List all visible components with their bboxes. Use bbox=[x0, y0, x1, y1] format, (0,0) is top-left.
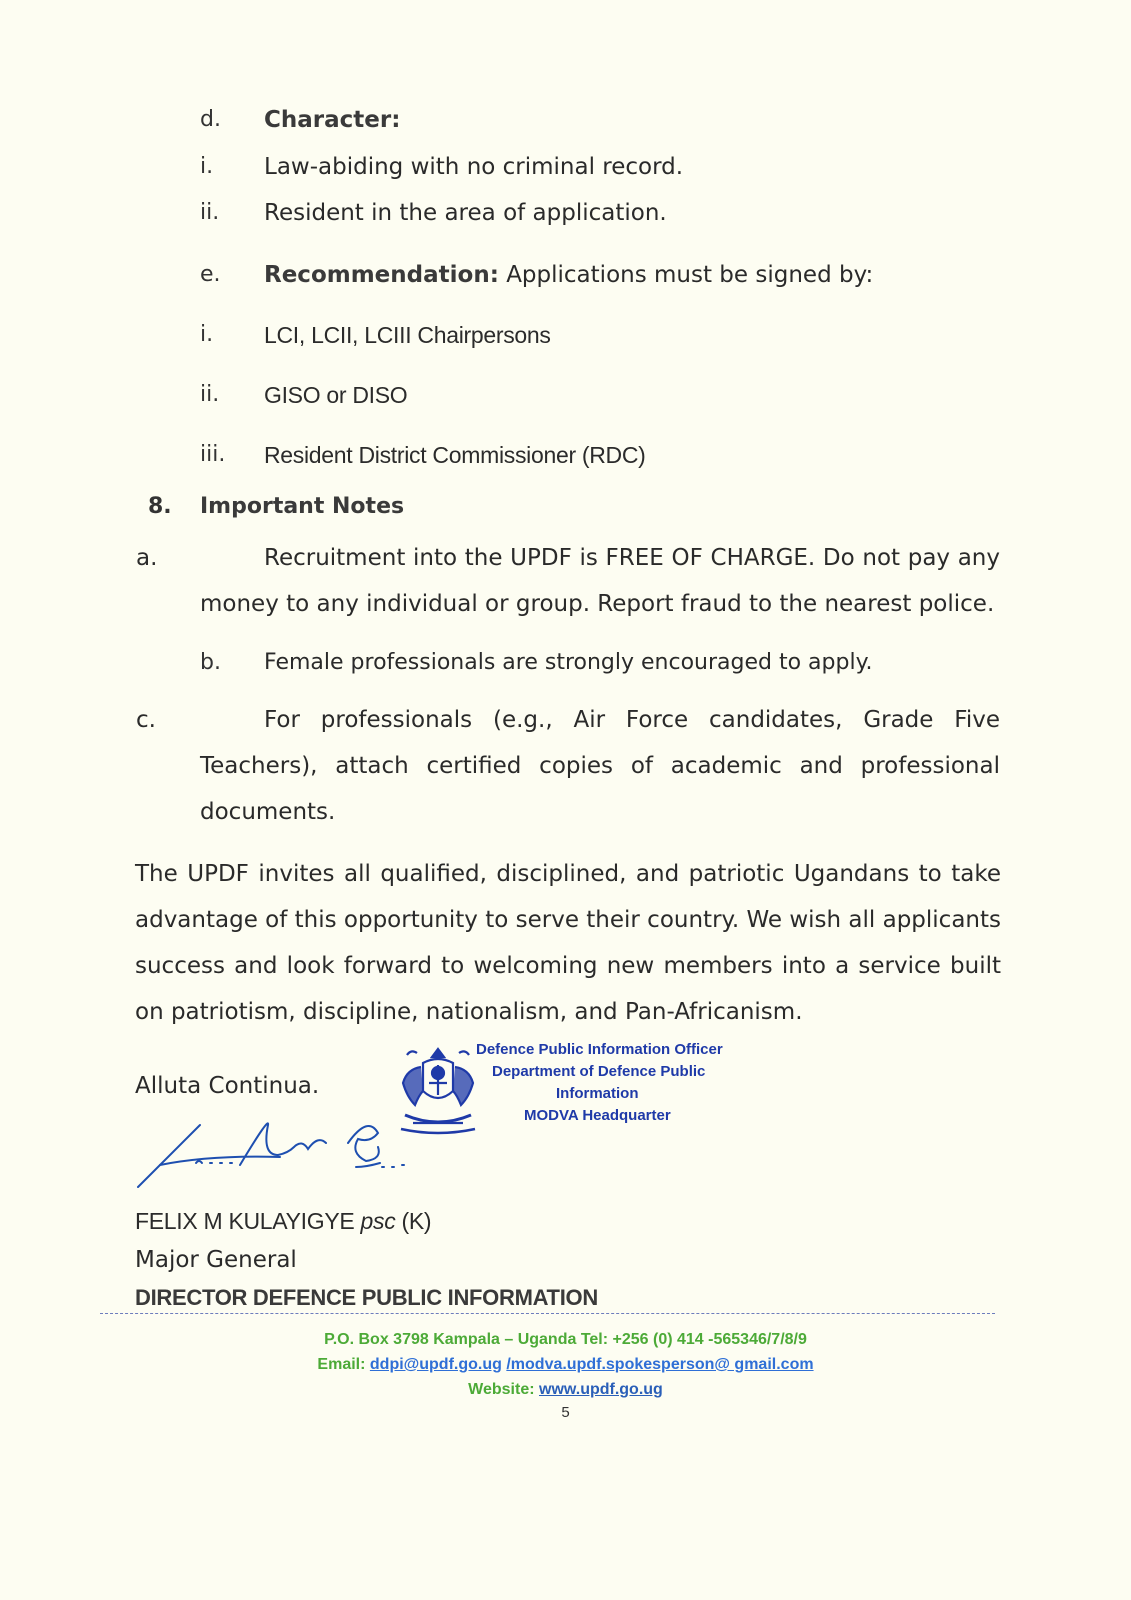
page-number: 5 bbox=[561, 1404, 570, 1421]
signatory-title: DIRECTOR DEFENCE PUBLIC INFORMATION bbox=[135, 1285, 598, 1310]
note-c bbox=[136, 697, 1000, 835]
footer-website-label: Website: bbox=[468, 1381, 535, 1398]
sign-off: Alluta Continua. bbox=[135, 1073, 320, 1099]
list-item-number: i. bbox=[200, 154, 214, 179]
signature bbox=[130, 1115, 430, 1195]
stamp-line-3: Information bbox=[556, 1085, 639, 1102]
section-8-number: 8. bbox=[148, 494, 172, 519]
list-item-text: GISO or DISO bbox=[264, 382, 408, 408]
footer-email-link-1[interactable]: ddpi@updf.go.ug bbox=[369, 1356, 502, 1373]
footer-email-line bbox=[0, 1356, 1131, 1374]
stamp-line-2: Department of Defence Public bbox=[492, 1063, 706, 1080]
list-item-number: ii. bbox=[200, 382, 220, 407]
section-e-line bbox=[264, 262, 873, 288]
footer-website-link[interactable]: www.updf.go.ug bbox=[539, 1381, 663, 1398]
list-item-number: iii. bbox=[200, 442, 226, 467]
footer-email-link-2[interactable]: /modva.updf.spokesperson@ gmail.com bbox=[506, 1356, 814, 1373]
section-d-label: d. bbox=[200, 107, 221, 132]
list-item-text: Resident District Commissioner (RDC) bbox=[264, 442, 646, 468]
section-e-text: Applications must be signed by: bbox=[506, 262, 874, 288]
footer-address: P.O. Box 3798 Kampala – Uganda Tel: +256 (0) 414 -565346/7/8/9 bbox=[324, 1331, 807, 1348]
signatory-name-line bbox=[135, 1208, 431, 1235]
footer-divider bbox=[100, 1313, 995, 1314]
stamp-line-4: MODVA Headquarter bbox=[524, 1107, 671, 1124]
signatory-post-nominal: psc bbox=[360, 1208, 396, 1234]
signatory-rank: Major General bbox=[135, 1247, 297, 1273]
note-c-label: c. bbox=[136, 707, 156, 733]
footer-email-label: Email: bbox=[317, 1356, 366, 1373]
signatory-name: FELIX M KULAYIGYE bbox=[135, 1208, 355, 1234]
list-item-text: LCI, LCII, LCIII Chairpersons bbox=[264, 322, 551, 348]
section-8-heading: Important Notes bbox=[200, 494, 405, 519]
list-item-number: ii. bbox=[200, 200, 220, 225]
list-item-number: i. bbox=[200, 322, 214, 347]
note-b-label: b. bbox=[200, 650, 221, 675]
section-e-label: e. bbox=[200, 262, 221, 287]
note-a-text: Recruitment into the UPDF is FREE OF CHARGE. Do not pay any money to any individual or group. Report fraud to the nearest police. bbox=[200, 545, 1000, 617]
closing-paragraph: The UPDF invites all qualified, disciplined, and patriotic Ugandans to take advantage of this opportunity to serve their country. We wish all applicants success and look forward to welcoming new members into a service built on patriotism, discipline, nationalism, and Pan-Africanism. bbox=[135, 861, 1001, 1025]
note-a-label: a. bbox=[136, 545, 158, 571]
note-c-text: For professionals (e.g., Air Force candidates, Grade Five Teachers), attach certified copies of academic and professional documents. bbox=[200, 707, 1000, 825]
section-d-heading: Character: bbox=[264, 107, 401, 133]
list-item-text: Resident in the area of application. bbox=[264, 200, 667, 226]
list-item-text: Law-abiding with no criminal record. bbox=[264, 154, 684, 180]
section-e-heading: Recommendation: bbox=[264, 262, 499, 288]
stamp-line-1: Defence Public Information Officer bbox=[476, 1041, 723, 1058]
note-b-text: Female professionals are strongly encouraged to apply. bbox=[264, 650, 873, 675]
note-a bbox=[136, 535, 1000, 627]
footer-website-line bbox=[0, 1381, 1131, 1399]
signatory-post-suffix: (K) bbox=[401, 1208, 432, 1234]
